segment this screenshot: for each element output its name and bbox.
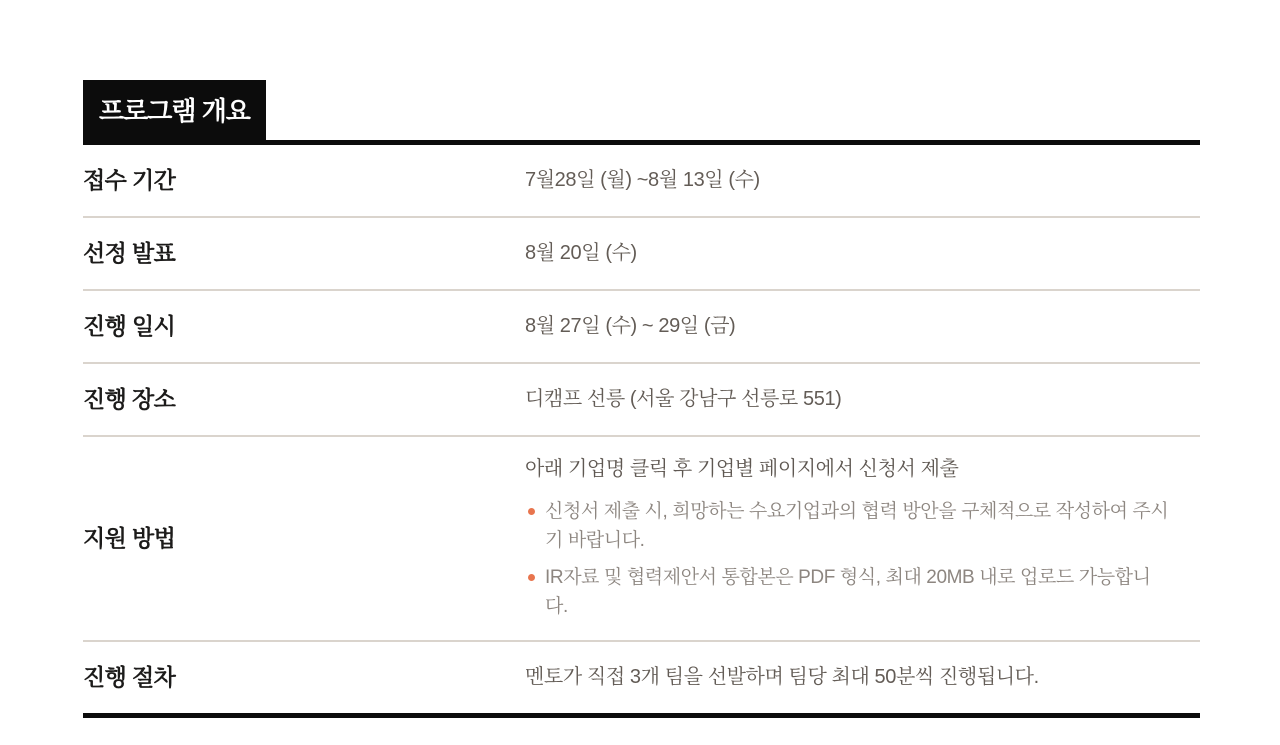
table-row [83,437,1200,642]
row-label: 진행 장소 [83,386,176,412]
bottom-rule [83,713,1200,718]
program-overview-section [83,80,1200,718]
row-value: 멘토가 직접 3개 팀을 선발하며 팀당 최대 50분씩 진행됩니다. [525,666,1039,688]
row-label: 진행 절차 [83,664,176,690]
row-label: 진행 일시 [83,313,176,339]
bullet-dot-icon [528,574,535,581]
table-row [83,642,1200,713]
section-title: 프로그램 개요 [99,96,250,126]
overview-table [83,145,1200,713]
row-value: 7월28일 (월) ~8월 13일 (수) [525,169,760,191]
apply-method-intro: 아래 기업명 클릭 후 기업별 페이지에서 신청서 제출 [525,458,959,480]
row-value: 8월 27일 (수) ~ 29일 (금) [525,315,736,337]
table-row [83,364,1200,437]
bullet-item [525,563,1170,621]
table-row [83,145,1200,218]
bullet-dot-icon [528,508,535,515]
row-value: 디캠프 선릉 (서울 강남구 선릉로 551) [525,388,842,410]
row-value-block [525,456,1200,621]
row-label: 선정 발표 [83,240,176,266]
bullet-text: IR자료 및 협력제안서 통합본은 PDF 형식, 최대 20MB 내로 업로드 가능합니다. [545,567,1151,617]
table-row [83,218,1200,291]
section-title-badge [83,80,266,140]
bullet-list [525,497,1200,621]
table-row [83,291,1200,364]
bullet-item [525,497,1170,555]
row-label: 접수 기간 [83,167,176,193]
row-label: 지원 방법 [83,525,176,551]
row-value: 8월 20일 (수) [525,242,637,264]
bullet-text: 신청서 제출 시, 희망하는 수요기업과의 협력 방안을 구체적으로 작성하여 주시기 바랍니다. [545,501,1169,551]
